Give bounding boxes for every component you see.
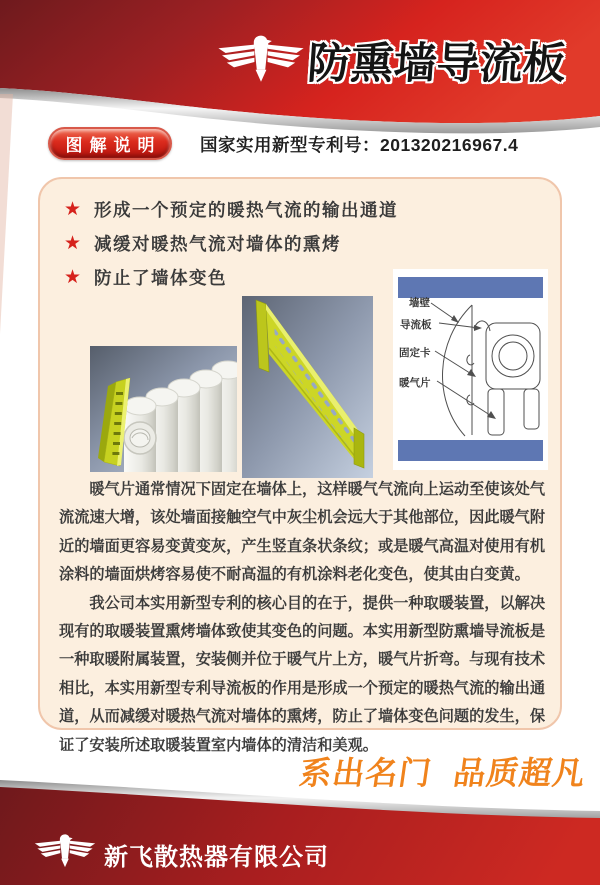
company-name: 新飞散热器有限公司	[104, 844, 329, 871]
diagram-label-wall: 墙壁	[409, 297, 430, 309]
page-title: 防熏墙导流板	[306, 40, 568, 88]
figure-installation-diagram	[393, 269, 548, 470]
bullet-item	[64, 199, 398, 219]
bullet-list	[64, 199, 398, 287]
bullet-text: 防止了墙体变色	[94, 267, 228, 288]
patent-number: 国家实用新型专利号：201320216967.4	[200, 135, 519, 155]
caption-badge: 图解说明	[48, 127, 172, 160]
bullet-text: 形成一个预定的暖热气流的输出通道	[94, 199, 399, 220]
slogan-text: 系出名门 品质超凡	[297, 755, 589, 791]
figure-radiator-with-deflector	[90, 346, 237, 472]
bullet-text: 减缓对暖热气流对墙体的熏烤	[94, 233, 342, 254]
diagram-label-deflector: 导流板	[400, 319, 432, 331]
bullet-item	[64, 267, 398, 287]
eagle-icon	[216, 34, 306, 84]
star-icon: ★	[64, 266, 82, 288]
content-panel	[38, 177, 562, 754]
bullet-item	[64, 233, 398, 253]
diagram-label-radiator: 暖气片	[399, 377, 431, 389]
body-text	[59, 476, 545, 760]
figure-deflector-plate	[242, 296, 373, 478]
star-icon: ★	[64, 232, 82, 254]
eagle-icon	[33, 834, 97, 868]
diagram-bottom-bar	[398, 440, 543, 461]
paragraph: 暖气片通常情况下固定在墙体上，这样暖气气流向上运动至使该处气流流速大增，该处墙面接触空气中灰尘机会远大于其他部位，因此暖气附近的墙面更容易变黄变灰，产生竖直条状条纹；或是暖气高温对使用有机涂料的墙面烘烤容易使不耐高温的有机涂料老化变色，使其由白变黄。	[59, 481, 546, 584]
star-icon: ★	[64, 198, 82, 220]
diagram-label-clip: 固定卡	[399, 347, 431, 359]
paragraph: 我公司本实用新型专利的核心目的在于，提供一种取暖装置，以解决现有的取暖装置熏烤墙体致使其变色的问题。本实用新型防熏墙导流板是一种取暖附属装置，安装侧并位于暖气片上方，暖气片折弯。与现有技术相比，本实用新型专利导流板的作用是形成一个预定的暖热气流的输出通道，从而减缓对暖热气流对墙体的熏烤，防止了墙体变色问题的发生，保证了安装所述取暖装置室内墙体的清洁和美观。	[59, 594, 546, 754]
